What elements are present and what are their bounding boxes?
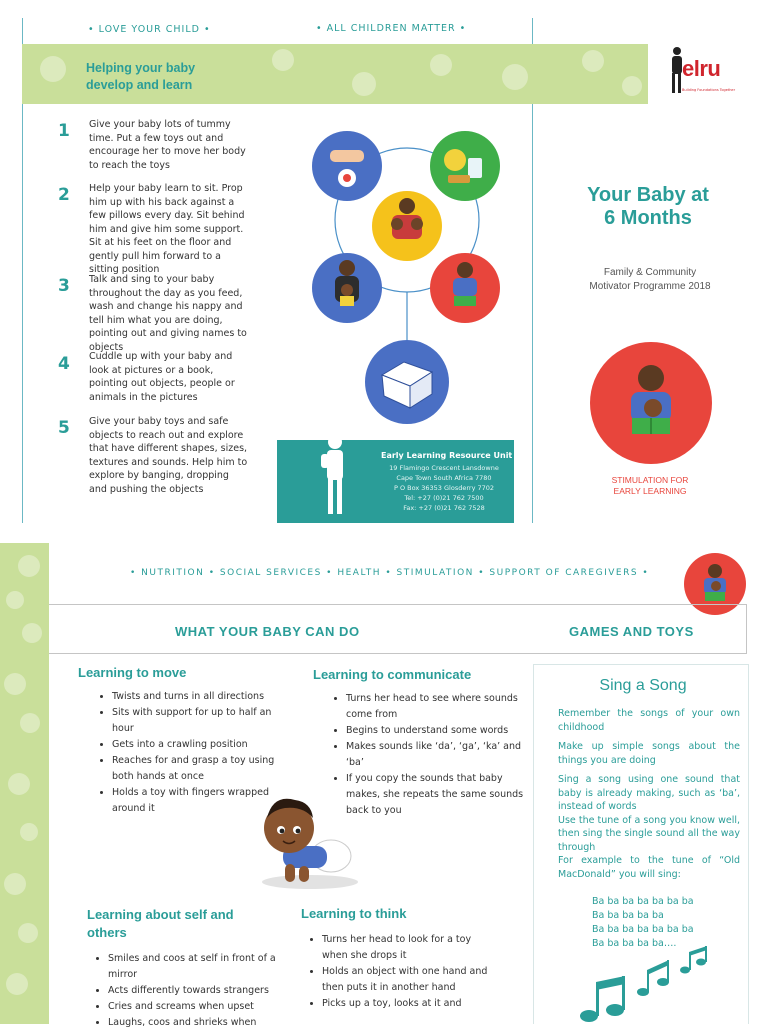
step-number: 5 [58, 418, 70, 438]
list-item: • Cries and screams when upset [108, 999, 284, 1015]
move-list [92, 689, 282, 817]
move-title: Learning to move [78, 665, 187, 680]
panel-title: Helping your baby develop and learn [86, 61, 196, 92]
list-item: • Smiles and coos at self in front of a mirror [108, 951, 284, 983]
list-item: • If you copy the sounds that baby makes, she repeats the same sounds back to you [346, 771, 524, 819]
activity-diagram [300, 120, 520, 430]
list-item: • Acts differently towards strangers [108, 983, 284, 999]
song-paragraph: Remember the songs of your own childhood [558, 708, 740, 733]
top-banner-all: • ALL CHILDREN MATTER • [316, 23, 467, 34]
contact-line: 19 Flamingo Crescent Lansdowne [389, 464, 499, 472]
think-list [302, 932, 492, 1012]
elru-figure-icon [315, 432, 355, 522]
music-notes-icon [575, 944, 715, 1024]
step-number: 1 [58, 121, 70, 141]
cover-subtitle-line1: Family & Community [603, 267, 697, 278]
side-band [0, 543, 49, 1024]
self-list [88, 951, 284, 1031]
communicate-title: Learning to communicate [313, 667, 472, 682]
top-banner-love: • LOVE YOUR CHILD • [88, 24, 211, 35]
cover-subtitle-line2: Motivator Programme 2018 [589, 281, 711, 292]
cover-caption-line1: STIMULATION FOR [611, 475, 689, 485]
list-item: • Holds a toy with fingers wrapped around it [112, 785, 282, 817]
list-item: • Twists and turns in all directions [112, 689, 282, 705]
cover-title-line2: 6 Months [604, 207, 692, 229]
lyric-line: Ba ba ba ba ba…. [592, 938, 677, 949]
reading-parent-icon [590, 342, 712, 464]
cover-caption-line2: EARLY LEARNING [613, 486, 687, 496]
contact-line: P O Box 36353 Glosderry 7702 [393, 484, 495, 492]
step-number: 4 [58, 354, 70, 374]
elru-tagline: Building Foundations Together [682, 88, 736, 92]
contact-org: Early Learning Resource Unit [381, 451, 513, 460]
song-paragraph: Make up simple songs about the things you are doing [558, 741, 740, 766]
lyric-line: Ba ba ba ba ba ba ba [592, 924, 694, 935]
song-paragraph: Use the tune of a song you know well, then sing the single sound all the way through [558, 814, 740, 853]
list-item: • Gets into a crawling position [112, 737, 282, 753]
list-item: • Laughs, coos and shrieks when [108, 1015, 284, 1031]
step-text: Help your baby learn to sit. Prop him up with his back against a few pillows every day. Sit behind him and give him some support. Sit at his feet on the floor and gently pull him forward to a sitting position [89, 183, 245, 275]
elru-logo [666, 44, 736, 100]
step-text: Give your baby lots of tummy time. Put a few toys out and encourage her to move her body to reach the toys [89, 119, 246, 171]
cover-title-line1: Your Baby at [587, 184, 709, 206]
lyric-line: Ba ba ba ba ba ba ba [592, 896, 694, 907]
song-title: Sing a Song [599, 677, 687, 694]
what-header: WHAT YOUR BABY CAN DO [175, 624, 360, 639]
list-item: • Holds an object with one hand and then puts it in another hand [322, 964, 492, 996]
food-icon [430, 131, 500, 201]
self-title: Learning about self and others [87, 907, 234, 940]
list-item: • Picks up a toy, looks at it and [322, 996, 492, 1012]
contact-line: Tel: +27 (0)21 762 7500 [404, 494, 484, 502]
contact-box [277, 440, 514, 523]
list-item: • Turns her head to look for a toy when she drops it [322, 932, 492, 964]
step-text: Give your baby toys and safe objects to reach out and explore that have different shapes, sizes, textures and sounds. Help him to explore by banging, dropping and pushing the objects [89, 416, 248, 495]
song-paragraph: For example to the tune of “Old MacDonald” you will sing: [558, 855, 740, 880]
think-title: Learning to think [301, 906, 407, 921]
bathing-baby-icon [312, 131, 382, 201]
list-item: • Reaches for and grasp a toy using both hands at once [112, 753, 282, 785]
step-text: Cuddle up with your baby and look at pictures or a book, pointing out objects, people or animals in the pictures [89, 351, 235, 403]
elru-logo-text: elru [682, 56, 721, 81]
crawling-baby-illustration [255, 788, 360, 893]
contact-line: Fax: +27 (0)21 762 7528 [403, 504, 485, 512]
list-item: • Sits with support for up to half an hour [112, 705, 282, 737]
step-number: 2 [58, 185, 70, 205]
games-header: GAMES AND TOYS [569, 624, 694, 639]
song-paragraph: Sing a song using one sound that baby is already making, such as ‘ba’, instead of words [558, 774, 740, 812]
list-item: • Makes sounds like ‘da’, ‘ga’, ‘ka’ and ‘ba’ [346, 739, 524, 771]
step-number: 3 [58, 276, 70, 296]
contact-line: Cape Town South Africa 7780 [396, 474, 492, 482]
list-item: • Turns her head to see where sounds come from [346, 691, 524, 723]
step-text: Talk and sing to your baby throughout the day as you feed, wash and change his nappy and tell him what you are doing, pointing out and giving names to objects [89, 274, 247, 353]
bottom-banner: • NUTRITION • SOCIAL SERVICES • HEALTH • STIMULATION • SUPPORT OF CAREGIVERS • [130, 568, 650, 578]
list-item: • Begins to understand some words [346, 723, 524, 739]
lyric-line: Ba ba ba ba ba [592, 910, 664, 921]
